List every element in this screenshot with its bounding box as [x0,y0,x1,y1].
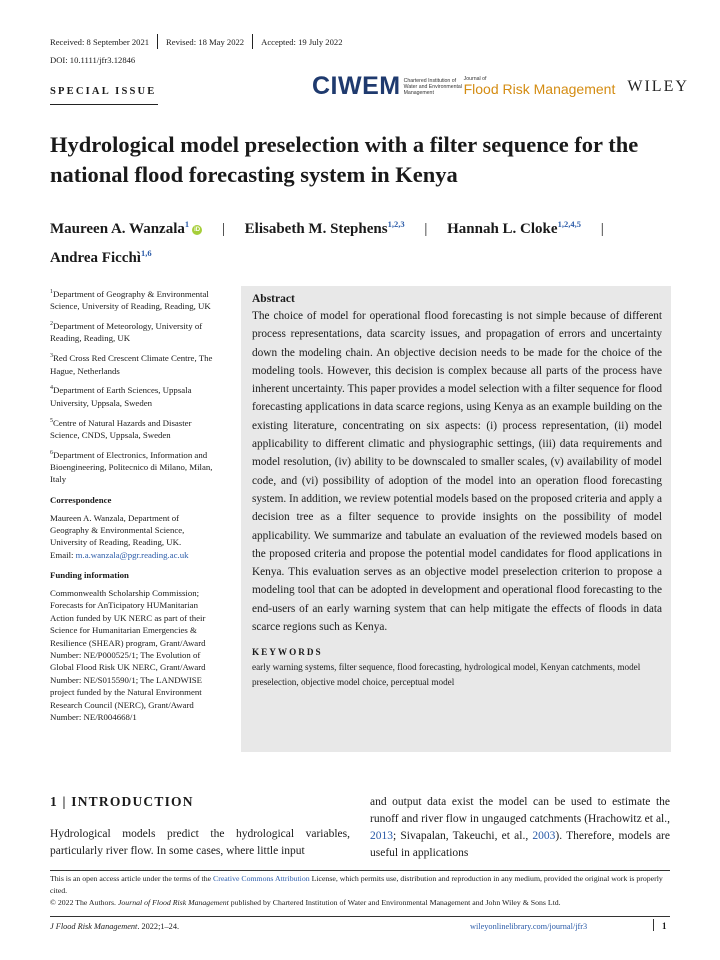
author-affiliation-sup[interactable]: 1,2,3 [387,219,405,229]
keywords-heading: KEYWORDS [252,647,323,658]
license-notice: This is an open access article under the terms of the Creative Commons Attribution License, which permits use, distribution and reproduction in any medium, provided the original work is properly cited. © 2022 The Authors. Journal of Flood Risk Management published by Chartered Institution of Water and Environmental Management and John Wiley & Sons Ltd. [50,874,663,907]
author-separator: | [600,221,604,237]
article-dates [50,34,343,49]
author-separator: | [424,221,428,237]
affiliation: $^5$Centre of Natural Hazards and Disaster Science, CNDS, Uppsala, Sweden [50,417,192,440]
revised-date: Revised: 18 May 2022 [166,36,245,47]
correspondence-heading: Correspondence [50,494,112,505]
abstract-heading: Abstract [252,293,295,305]
doi[interactable]: DOI: 10.1111/jfr3.12846 [50,55,136,65]
received-date: Received: 8 September 2021 [50,36,150,47]
journal-logo-small: Journal of [463,76,487,82]
affiliation: $^1$Department of Geography & Environmental Science, University of Reading, Reading, UK [50,288,211,312]
affiliation: $^6$Department of Electronics, Information and Bioengineering, Politecnico di Milano, Milan, Italy [50,449,213,485]
affiliation: $^3$Red Cross Red Crescent Climate Centre, The Hague, Netherlands [50,353,213,376]
author-affiliation-sup[interactable]: 1,6 [140,248,152,258]
author-name[interactable]: Andrea Ficchì [50,250,141,266]
special-issue-label: SPECIAL ISSUE [50,86,157,97]
abstract [252,292,662,689]
intro-paragraph: Hydrological models predict the hydrological variables, particularly river flow. In some cases, where little input [50,828,350,857]
ciwem-logo: CIWEM [312,72,401,100]
publisher-logos [312,72,689,101]
author-affiliation-sup[interactable]: 1,2,4,5 [557,219,581,229]
journal-citation: J Flood Risk Management. 2022;1–24. [50,922,180,931]
article-title: Hydrological model preselection with a filter sequence for the national flood forecasting system in Kenya [50,132,639,187]
section-heading: 1 | INTRODUCTION [50,794,194,809]
funding-heading: Funding information [50,570,129,581]
license-link[interactable]: Creative Commons Attribution [213,874,310,883]
divider [653,919,654,931]
keywords-text: early warning systems, filter sequence, flood forecasting, hydrological model, Kenyan catchments, model preselection, objective model choice, perceptual model [252,662,641,687]
journal-logo [464,76,616,97]
author-separator: | [221,221,225,237]
author-name[interactable]: Hannah L. Cloke [447,221,558,237]
author-name[interactable]: Elisabeth M. Stephens [244,221,388,237]
journal-logo-name: Flood Risk Management [463,81,616,97]
accepted-date: Accepted: 19 July 2022 [261,36,343,47]
correspondence-text: Maureen A. Wanzala, Department of Geography & Environmental Science, University of Reading, Reading, UK. Email: m.a.wanzala@pgr.reading.ac.uk [50,512,189,560]
ciwem-logo-subtitle: Chartered Institution of Water and Environmental Management [403,77,462,96]
abstract-text: The choice of model for operational flood forecasting is not simple because of different process representations, data scarcity issues, and propagation of errors and uncertainty down the modeling chain. An objective decision needs to be made for the choice of the modeling tools. However, this decision is complex because all parts of the process have inherent uncertainty. This paper provides a model selection with a filter sequence for flood forecasting applications in data scarce regions, using Kenya as an example building on the existing literature, concentrating on six aspects: (i) process representation, (ii) model applicability to different climatic and physiographic settings, (iii) data requirements and model resolution, (iv) ability to be downscaled to smaller scales, (v) availability of model code, and (vi) possibility of adoption of the model into an operation flood forecasting system. In addition, we review potential models based on the proposed criteria and apply a decision tree as a filter sequence to provide insights on the possibility of model applicability. We summarize and tabulate an evaluation of the reviewed models based on the proposed criteria and propose the potential model candidates for flood applications in Kenya. This evaluation serves as an objective model preselection criterion to propose a modeling tool that can be adopted in development and operational flood forecasting to the end-users of an early warning system that can help mitigate the effects of floods in data scarce regions such as Kenya. [252,310,662,634]
journal-url-link[interactable]: wileyonlinelibrary.com/journal/jfr3 [470,922,588,931]
divider [157,34,158,49]
divider [50,104,158,105]
author-list [50,212,670,270]
divider [50,870,670,871]
email-link[interactable]: m.a.wanzala@pgr.reading.ac.uk [75,549,189,560]
citation-link[interactable]: 2003 [532,830,556,842]
author-affiliation-sup[interactable]: 1 [184,219,190,229]
affiliation: $^2$Department of Meteorology, University of Reading, Reading, UK [50,321,203,344]
page-number: 1 [662,921,667,931]
wiley-logo: WILEY [627,77,689,95]
orcid-icon[interactable]: iD [194,226,201,233]
divider [50,916,670,917]
funding-text: Commonwealth Scholarship Commission; Forecasts for AnTicipatory HUManitarian Action funded by UK NERC as part of their Science for Humanitarian Emergencies & Resilience (SHEAR) program, Grant/Award Number: NE/P000525/1; The Evolution of Global Flood Risk UK NERC, Grant/Award Number: NE/S015590/1; The LANDWISE project funded by the Natural Environment Research Council (NERC), Grant/Award Number: NE/R004668/1 [50,587,206,723]
citation-link[interactable]: 2013 [370,830,393,842]
divider [252,34,253,49]
sidebar-info [50,286,215,729]
affiliation: $^4$Department of Earth Sciences, Uppsala University, Uppsala, Sweden [50,385,192,408]
author-name[interactable]: Maureen A. Wanzala [50,221,185,237]
intro-paragraph: and output data exist the model can be used to estimate the runoff and river flow in ungauged catchments (Hrachowitz et al., 2013; Sivapalan, Takeuchi, et al., 2003). Therefore, models are useful in applications [370,796,670,859]
